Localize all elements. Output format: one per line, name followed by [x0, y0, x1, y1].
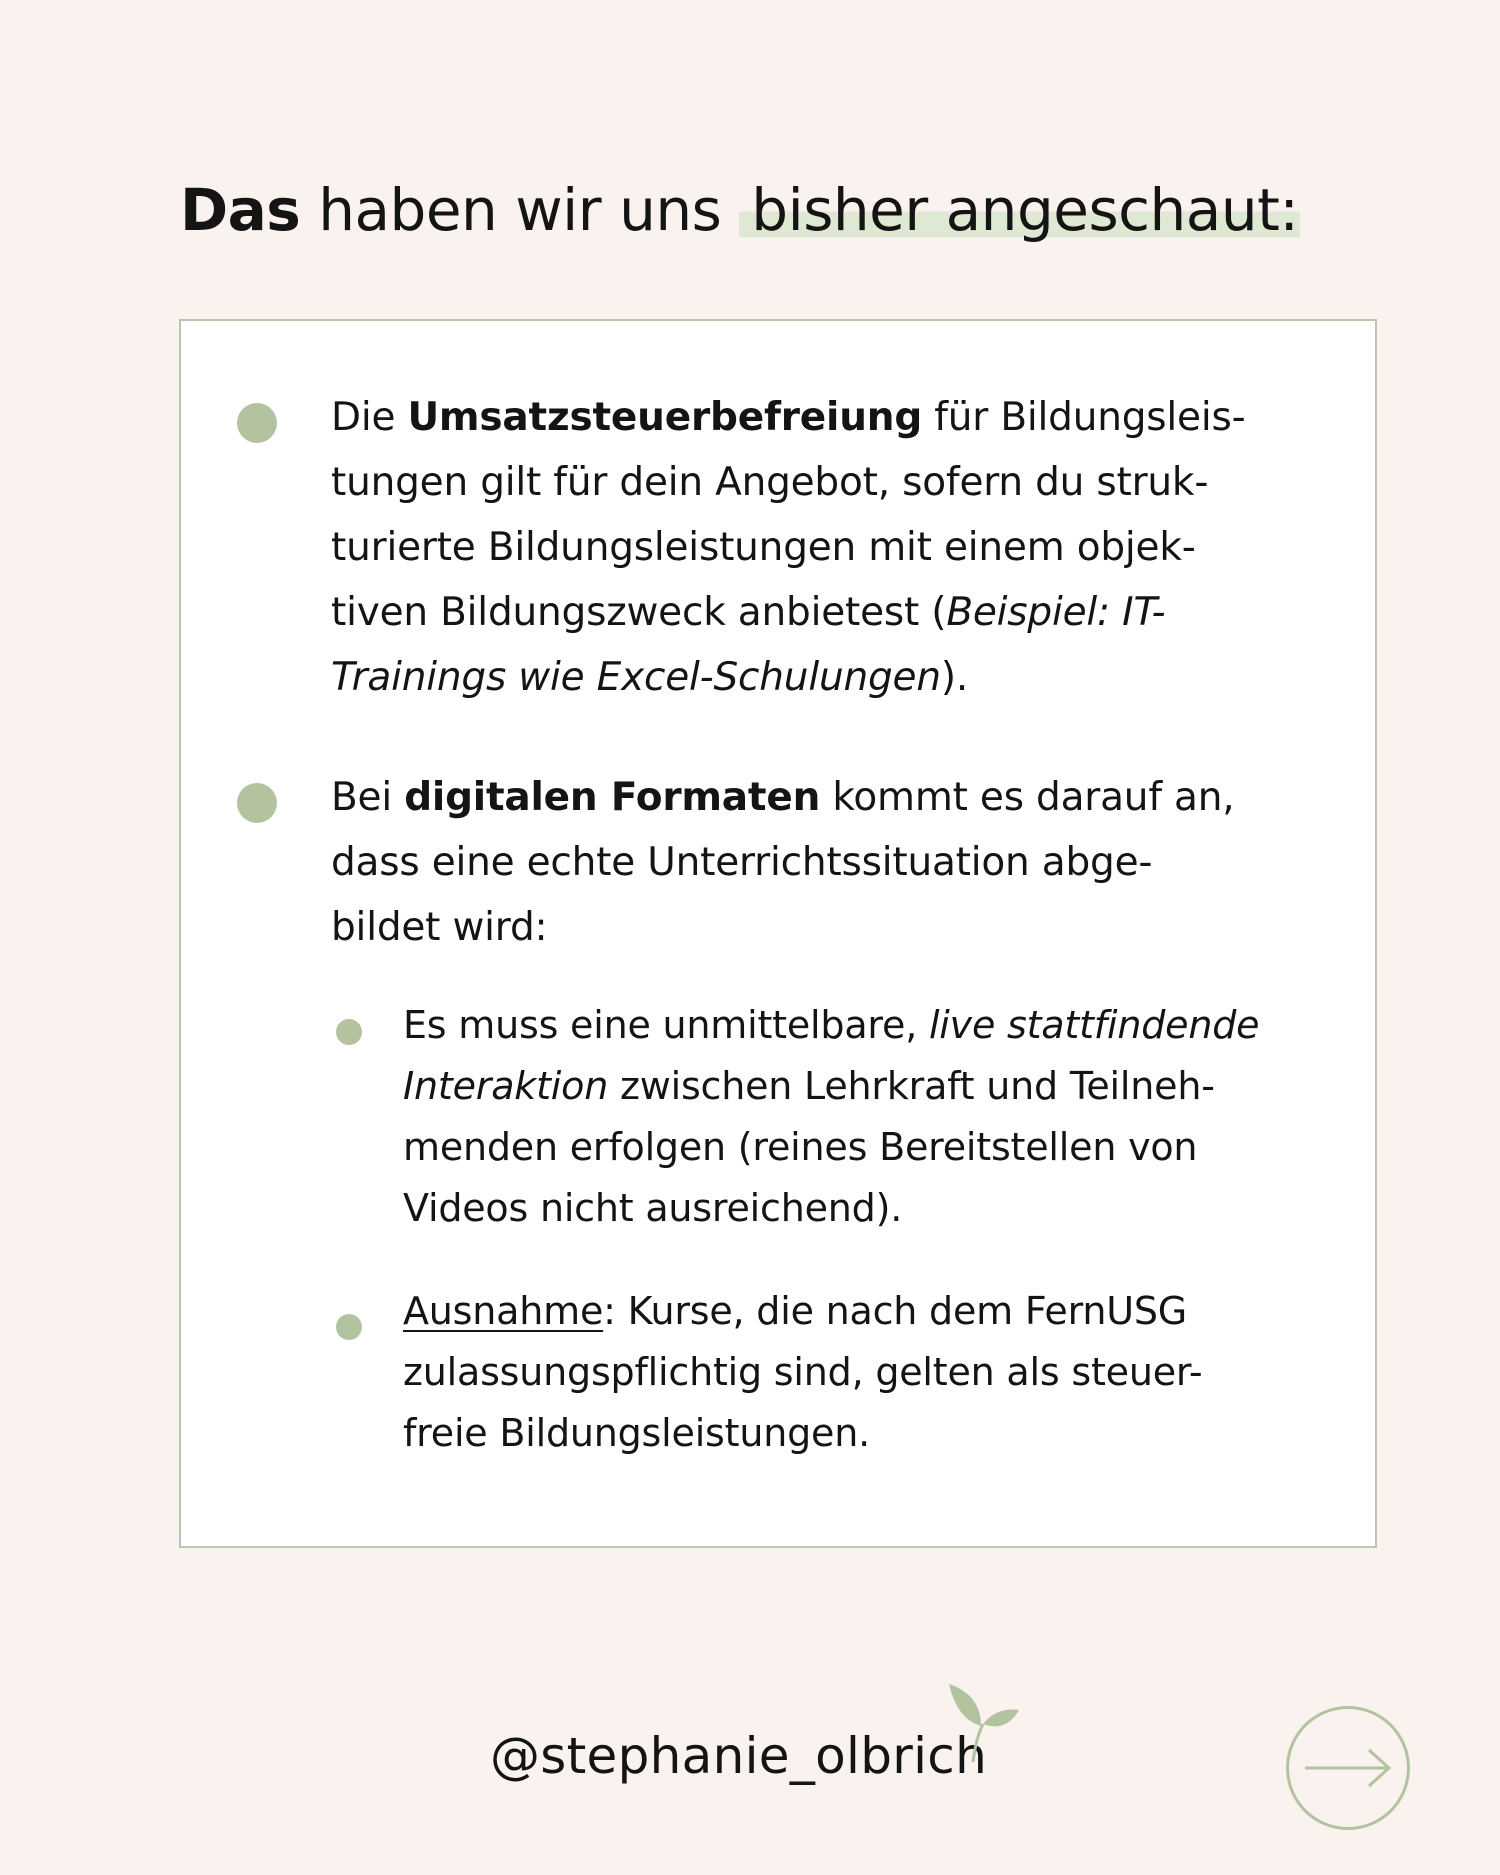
text-line [403, 1281, 1353, 1342]
text-run: kommt es darauf an, [820, 775, 1235, 820]
underlined-text: Ausnahme [403, 1289, 604, 1333]
bold-text: Umsatzsteuerbefreiung [407, 395, 923, 440]
text-run: ). [940, 655, 969, 700]
sub-bullet-text [403, 995, 1353, 1239]
bold-text: digitalen Formaten [404, 775, 821, 820]
text-line [403, 1178, 1353, 1239]
text-run: zulassungspflichtig sind, gelten als steuer- [403, 1350, 1203, 1394]
italic-text: Interaktion [403, 1064, 609, 1108]
sub-bullet-dot-icon [336, 1314, 362, 1340]
next-button[interactable] [1286, 1706, 1410, 1830]
text-run: dass eine echte Unterrichtssituation abge- [331, 840, 1153, 885]
text-run: tiven Bildungszweck anbietest ( [331, 590, 947, 635]
text-run: Die [331, 395, 408, 440]
title-highlighted-text: bisher angeschaut: [739, 176, 1300, 244]
author-handle: @stephanie_olbrich [490, 1727, 988, 1785]
italic-text: live stattfindende [928, 1003, 1260, 1047]
text-run: Videos nicht ausreichend). [403, 1186, 903, 1230]
title-plain-text: haben wir uns [318, 176, 722, 244]
bullet-text [331, 385, 1351, 710]
text-run: : Kurse, die nach dem FernUSG [603, 1289, 1188, 1333]
text-line [331, 515, 1351, 580]
text-line [331, 645, 1351, 710]
title-bold-word: Das [180, 176, 301, 244]
text-run: bildet wird: [331, 905, 548, 950]
text-run: Es muss eine unmittelbare, [403, 1003, 929, 1047]
sub-bullet-text [403, 1281, 1353, 1464]
text-line [331, 580, 1351, 645]
sub-bullet-dot-icon [336, 1019, 362, 1045]
text-line [403, 1342, 1353, 1403]
bullet-dot-icon [237, 783, 277, 823]
arrow-right-icon [1303, 1748, 1393, 1788]
text-line [403, 1403, 1353, 1464]
text-run: zwischen Lehrkraft und Teilneh- [608, 1064, 1215, 1108]
text-run: menden erfolgen (reines Bereitstellen von [403, 1125, 1198, 1169]
text-line [331, 830, 1351, 895]
text-line [331, 765, 1351, 830]
text-run: turierte Bildungsleistungen mit einem objek- [331, 525, 1196, 570]
text-run: freie Bildungsleistungen. [403, 1411, 870, 1455]
text-run: tungen gilt für dein Angebot, sofern du struk- [331, 460, 1209, 505]
sprout-icon [945, 1680, 1021, 1762]
summary-card [179, 319, 1377, 1548]
text-run: Bei [331, 775, 405, 820]
page-title [180, 172, 1300, 248]
text-line [331, 450, 1351, 515]
bullet-dot-icon [237, 403, 277, 443]
italic-text: Beispiel: IT- [946, 590, 1166, 635]
text-line [331, 385, 1351, 450]
text-line [403, 1056, 1353, 1117]
text-line [403, 1117, 1353, 1178]
text-run: für Bildungsleis- [922, 395, 1246, 440]
text-line [331, 895, 1351, 960]
text-line [403, 995, 1353, 1056]
italic-text: Trainings wie Excel-Schulungen [331, 655, 941, 700]
bullet-text [331, 765, 1351, 960]
